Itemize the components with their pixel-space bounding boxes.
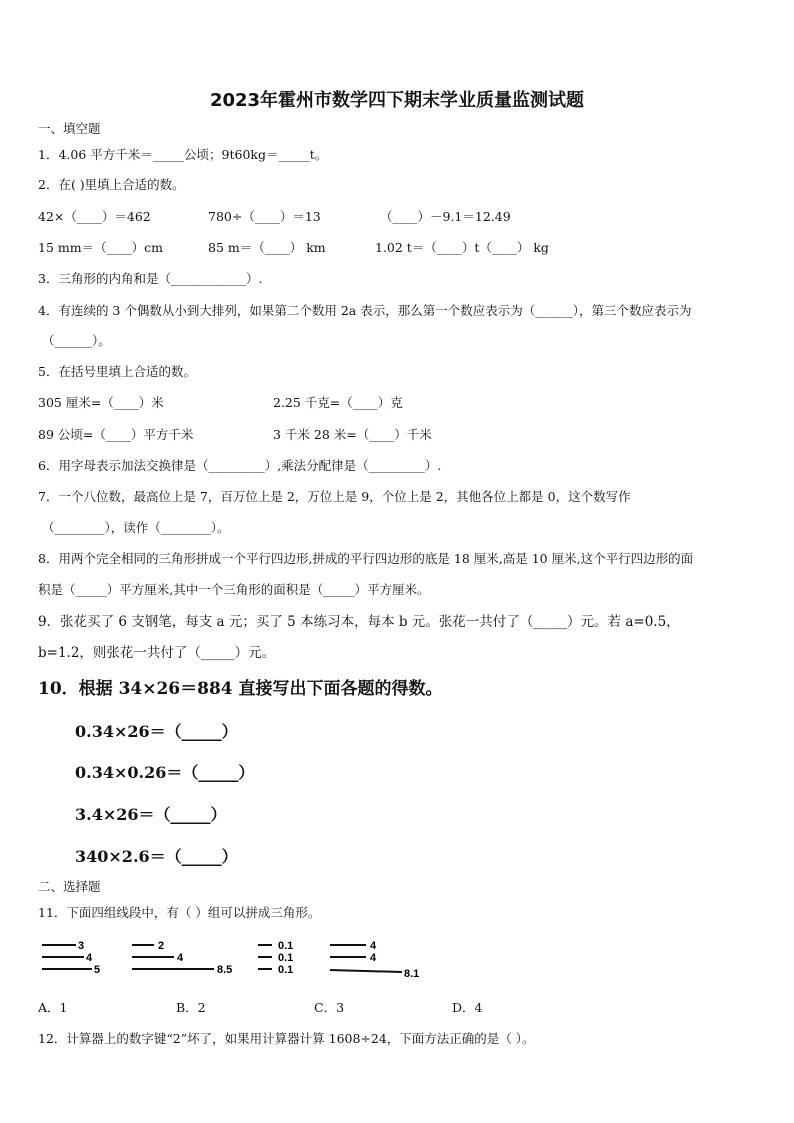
question-8-line-2: 积是（_____）平方厘米,其中一个三角形的面积是（_____）平方厘米。 [38,582,430,597]
page-title: 2023年霍州市数学四下期末学业质量监测试题 [209,90,585,111]
segment-group-c [256,936,306,980]
question-10: 10．根据 34×26＝884 直接写出下面各题的得数。 [38,679,443,699]
segment-group-a [40,936,110,980]
segment-c-label-2: 0.1 [278,952,294,964]
question-2: 2．在( )里填上合适的数。 [38,177,185,192]
segment-a-label-2: 4 [86,952,93,964]
question-9-line-1: 9．张花买了 6 支钢笔，每支 a 元；买了 5 本练习本，每本 b 元。张花一共付了（_____）元。若 a=0.5， [38,614,680,630]
segment-d-label-2: 4 [370,952,377,964]
question-10-item-2: 0.34×0.26＝（_____） [75,763,255,782]
segment-a-label-3: 5 [94,964,101,976]
segment-group-d [328,936,428,984]
option-d[interactable]: D．4 [452,1000,483,1015]
question-10-item-1: 0.34×26＝（_____） [75,722,238,741]
segment-d-label-3: 8.1 [404,968,420,980]
question-3: 3．三角形的内角和是（____________）. [38,271,263,286]
segment-b-label-2: 4 [177,952,184,964]
question-10-item-4: 340×2.6＝（_____） [75,847,238,866]
question-4-line-1: 4．有连续的 3 个偶数从小到大排列，如果第二个数用 2a 表示，那么第一个数应表示为（______），第三个数应表示为 [38,303,692,318]
question-2-item-2: 780÷（____）＝13 [208,209,321,224]
section-multiple-choice-heading: 二、选择题 [38,879,101,894]
question-4-line-2: （______）。 [42,333,111,348]
question-8-line-1: 8．用两个完全相同的三角形拼成一个平行四边形,拼成的平行四边形的底是 18 厘米,高是 10 厘米,这个平行四边形的面 [38,551,694,566]
question-2-item-5: 85 m＝（____） km [208,240,326,255]
option-c[interactable]: C．3 [314,1000,345,1015]
segment-a-label-1: 3 [78,940,85,952]
question-2-item-4: 15 mm＝（____）cm [38,240,163,255]
question-5-item-2: 2.25 千克=（____）克 [273,395,403,410]
segment-c-label-3: 0.1 [278,964,294,976]
question-12: 12．计算器上的数字键“2”坏了，如果用计算器计算 1608÷24，下面方法正确的是（ ）。 [38,1031,535,1046]
question-6: 6．用字母表示加法交换律是（_________）,乘法分配律是（_________）. [38,458,442,473]
segment-b-label-1: 2 [158,940,165,952]
option-b[interactable]: B．2 [176,1000,206,1015]
segment-c-label-1: 0.1 [278,940,294,952]
question-2-item-6: 1.02 t＝（____）t（____） kg [375,240,549,255]
question-2-item-3: （____）－9.1＝12.49 [380,209,511,224]
question-5: 5．在括号里填上合适的数。 [38,364,196,379]
question-1: 1．4.06 平方千米＝_____公顷；9t60kg＝_____t。 [38,147,328,162]
question-11: 11．下面四组线段中，有（ ）组可以拼成三角形。 [38,905,321,920]
segment-group-b [130,936,240,980]
question-7-line-1: 7．一个八位数，最高位上是 7，百万位上是 2，万位上是 9，个位上是 2，其他各位上都是 0，这个数写作 [38,489,631,504]
question-5-item-3: 89 公顷=（____）平方千米 [38,427,194,442]
option-a[interactable]: A．1 [38,1000,68,1015]
section-fill-blank-heading: 一、填空题 [38,121,101,136]
segment-b-label-3: 8.5 [217,964,233,976]
question-9-line-2: b=1.2，则张花一共付了（_____）元。 [38,645,276,661]
question-10-item-3: 3.4×26＝（_____） [75,805,227,824]
segment-d-label-1: 4 [370,940,377,952]
question-5-item-1: 305 厘米=（____）米 [38,395,164,410]
question-7-line-2: （________），读作（________）。 [42,520,230,535]
question-5-item-4: 3 千米 28 米=（____）千米 [273,427,432,442]
question-2-item-1: 42×（____）＝462 [38,209,151,224]
